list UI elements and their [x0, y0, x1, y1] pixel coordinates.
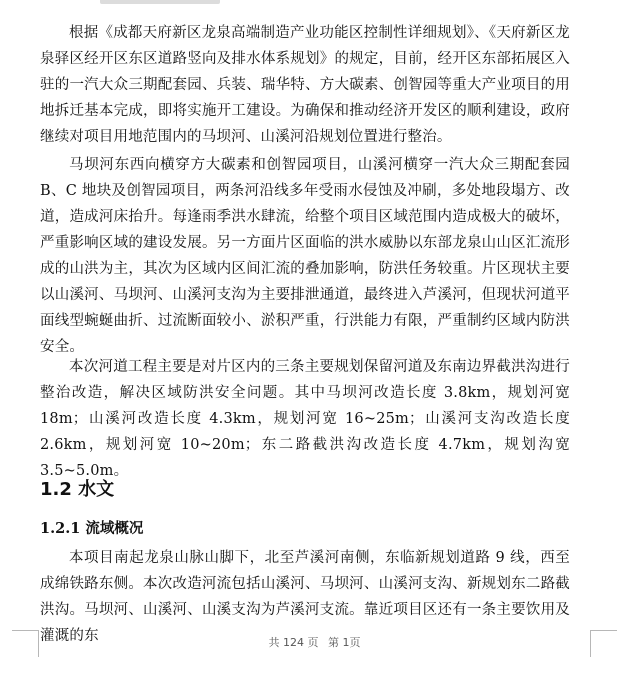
paragraph-2: 马坝河东西向横穿方大碳素和创智园项目，山溪河横穿一汽大众三期配套园 B、C 地块及创智园项目，两条河沿线多年受雨水侵蚀及冲刷，多处地段塌方、改道，造成河床抬升。每逢雨季洪水肆流，给整个项目区域范围内造成极大的破坏，严重影响区域的建设发展。另一方面片区面临的洪水威胁以东部龙泉山山区汇流形成的山洪为主，其次为区域内区间汇流的叠加影响，防洪任务较重。片区现状主要以山溪河、马坝河、山溪河支沟为主要排泄通道，最终进入芦溪河，但现状河道平面线型蜿蜒曲折、过流断面较小、淤积严重，行洪能力有限，严重制约区域内防洪安全。	[40, 157, 570, 355]
subsection-heading: 1.2.1 流域概况	[40, 520, 144, 537]
total-pages-label: 共 124 页	[268, 636, 319, 649]
current-page-label: 第 1页	[328, 636, 361, 649]
paragraph-3: 本次河道工程主要是对片区内的三条主要规划保留河道及东南边界截洪沟进行整治改造，解决区域防洪安全问题。其中马坝河改造长度 3.8km，规划河宽 18m；山溪河改造长度 4.3km，规划河宽 16~25m；山溪河支沟改造长度 2.6km，规划河宽 10~20m；东二路截洪沟改造长度 4.7km，规划沟宽 3.5~5.0m。	[40, 359, 570, 479]
page-footer	[0, 634, 629, 650]
paragraph-1: 根据《成都天府新区龙泉高端制造产业功能区控制性详细规划》、《天府新区龙泉驿区经开区东区道路竖向及排水体系规划》的规定，目前，经开区东部拓展区入驻的一汽大众三期配套园、兵装、瑞华特、方大碳素、创智园等重大产业项目的用地拆迁基本完成，即将实施开工建设。为确保和推动经济开发区的顺利建设，政府继续对项目用地范围内的马坝河、山溪河沿规划位置进行整治。	[40, 25, 570, 145]
previous-heading-fragment	[100, 0, 220, 4]
section-heading: 1.2 水文	[40, 479, 115, 500]
paragraph-4: 本项目南起龙泉山脉山脚下，北至芦溪河南侧，东临新规划道路 9 线，西至成绵铁路东侧。本次改造河流包括山溪河、马坝河、山溪河支沟、新规划东二路截洪沟。马坝河、山溪河、山溪支沟为芦溪河支流。靠近项目区还有一条主要饮用及灌溉的东	[40, 550, 570, 644]
